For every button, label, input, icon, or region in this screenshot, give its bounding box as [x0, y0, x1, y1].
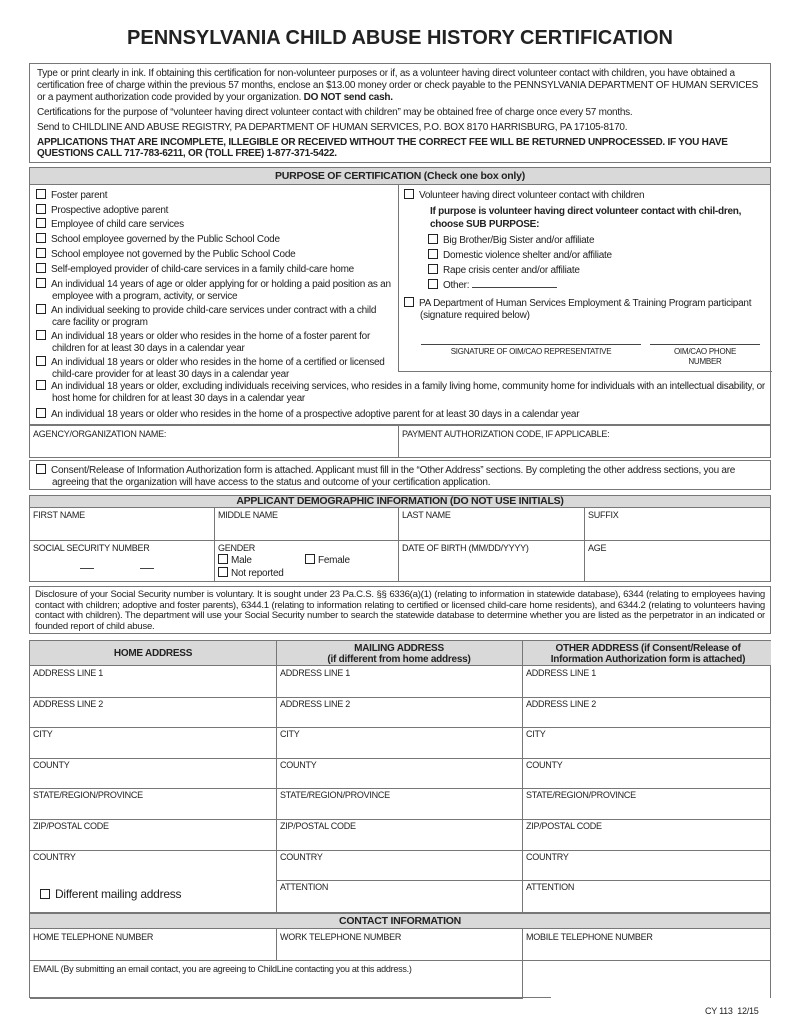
payment-code-input[interactable] [402, 440, 767, 456]
checkbox[interactable] [36, 248, 46, 258]
other-input[interactable] [472, 287, 557, 288]
home-address-field-label: ZIP/POSTAL CODE [33, 821, 109, 831]
different-mailing-address[interactable] [40, 887, 181, 901]
suffix-label: SUFFIX [588, 510, 619, 520]
option-label: Different mailing address [55, 887, 182, 901]
purpose-option[interactable] [36, 189, 391, 202]
checkbox[interactable] [218, 554, 228, 564]
purpose-option[interactable] [36, 304, 391, 329]
home-address-field-label: ADDRESS LINE 2 [33, 699, 104, 709]
option-label: An individual 14 years of age or older applying for or holding a paid position as an employee with a program, activity, or service [51, 279, 391, 302]
gender-male[interactable] [218, 554, 252, 567]
checkbox[interactable] [404, 189, 414, 199]
contact-section [29, 913, 771, 998]
checkbox[interactable] [36, 233, 46, 243]
no-cash-note: DO NOT send cash. [303, 92, 393, 103]
checkbox[interactable] [404, 297, 414, 307]
checkbox[interactable] [36, 464, 46, 474]
address-section [29, 640, 771, 913]
option-label: Male [231, 555, 252, 566]
mailing-address-field-label: COUNTY [280, 760, 317, 770]
mailing-address-field-label: COUNTRY [280, 852, 323, 862]
option-label: Rape crisis center and/or affiliate [443, 265, 580, 276]
option-label: Prospective adoptive parent [51, 205, 169, 216]
checkbox[interactable] [36, 408, 46, 418]
option-label: Self-employed provider of child-care services in a family child-care home [51, 264, 354, 275]
mailing-address-field-label: ADDRESS LINE 1 [280, 668, 351, 678]
warning-note: APPLICATIONS THAT ARE INCOMPLETE, ILLEGIBLE OR RECEIVED WITHOUT THE CORRECT FEE WILL BE RETURNED UNPROCESSED. IF YOU HAVE QUESTIONS CALL 717-783-6211, OR (TOLL FREE) 1-877-371-5422. [37, 137, 728, 159]
ssn-separator [80, 568, 94, 569]
page-title: PENNSYLVANIA CHILD ABUSE HISTORY CERTIFICATION [127, 27, 673, 49]
checkbox[interactable] [36, 189, 46, 199]
demographic-header: APPLICANT DEMOGRAPHIC INFORMATION (DO NOT USE INITIALS) [30, 496, 770, 508]
option-label: An individual seeking to provide child-care services under contract with a child care facility or program [51, 305, 377, 328]
mailing-address-field-label: ADDRESS LINE 2 [280, 699, 351, 709]
mailing-address-field-label: ATTENTION [280, 882, 329, 892]
mailing-address-note: Send to CHILDLINE AND ABUSE REGISTRY, PA DEPARTMENT OF HUMAN SERVICES, P.O. BOX 8170 HARRISBURG, PA 17105-8170. [37, 122, 628, 133]
purpose-option[interactable] [36, 204, 391, 217]
option-label: An individual 18 years or older, excluding individuals receiving services, who resides in a family living home, community home for individuals with an intellectual disability, or host home for children for at least 30 days in a calendar year [51, 381, 766, 404]
other-address-field-label: STATE/REGION/PROVINCE [526, 790, 636, 800]
checkbox[interactable] [218, 567, 228, 577]
ssn-disclosure: Disclosure of your Social Security number is voluntary. It is sought under 23 Pa.C.S. §§ 6336(a)(1) (relating to information in statewide database), 6344 (relating to employees having contact with children; adoptive and foster parents), 6344.1 (relating to information relating to certified or licensed child-care home residents), and 6344.2 (relating to volunteers having contact with children). The department will use your Social Security number to search the statewide database to determine whether you are listed as the perpetrator in an indicated or founded report of child abuse. [29, 586, 771, 634]
option-label: Other: [443, 280, 470, 291]
checkbox[interactable] [305, 554, 315, 564]
other-address-header: OTHER ADDRESS (if Consent/Release of Information Authorization form is attached) [550, 643, 746, 665]
ssn-label: SOCIAL SECURITY NUMBER [33, 543, 150, 553]
purpose-section [29, 167, 771, 425]
purpose-header: PURPOSE OF CERTIFICATION (Check one box only) [30, 168, 770, 185]
option-label: PA Department of Human Services Employment & Training Program participant (signature required below) [419, 298, 752, 321]
option-pa-dhs-program[interactable] [404, 297, 764, 322]
option-adoptive-home-resident[interactable] [36, 408, 766, 421]
purpose-option[interactable] [36, 248, 391, 261]
mailing-address-field-label: CITY [280, 729, 300, 739]
home-address-field-label: COUNTY [33, 760, 70, 770]
gender-not-reported[interactable] [218, 567, 284, 580]
first-name-label: FIRST NAME [33, 510, 85, 520]
mailing-header-sub: (if different from home address) [327, 654, 471, 665]
sub-option-big-brother[interactable] [428, 234, 594, 247]
instructions-text: Type or print clearly in ink. If obtaining this certification for non-volunteer purposes or if, as a volunteer having direct volunteer contact with children, you have obtained a certification free of charge within the previous 57 months, enclose an $13.00 money order or check payable to the PENNSYLVANIA DEPARTMENT OF HUMAN SERVICES or a payment authorization code provided by your organization. [37, 68, 759, 103]
agency-name-input[interactable] [33, 440, 393, 456]
option-label: Employee of child care services [51, 219, 184, 230]
other-address-field-label: COUNTRY [526, 852, 569, 862]
last-name-label: LAST NAME [402, 510, 451, 520]
option-label: School employee not governed by the Public School Code [51, 249, 296, 260]
option-label: An individual 18 years or older who resides in the home of a certified or licensed child-care provider for at least 30 days in a calendar year [51, 357, 385, 380]
home-address-field-label: COUNTRY [33, 852, 76, 862]
checkbox[interactable] [36, 278, 46, 288]
option-label: Domestic violence shelter and/or affiliate [443, 250, 612, 261]
mobile-phone-label: MOBILE TELEPHONE NUMBER [526, 932, 653, 942]
checkbox[interactable] [428, 249, 438, 259]
home-address-field-label: ADDRESS LINE 1 [33, 668, 104, 678]
other-address-field-label: ATTENTION [526, 882, 575, 892]
purpose-option[interactable] [36, 330, 391, 355]
form-number: CY 113 12/15 [705, 1006, 759, 1016]
option-label: An individual 18 years or older who resides in the home of a foster parent for children for at least 30 days in a calendar year [51, 331, 371, 354]
phone-label: OIM/CAO PHONE NUMBER [673, 347, 737, 366]
other-address-field-label: ADDRESS LINE 2 [526, 699, 597, 709]
option-consent[interactable] [36, 464, 756, 489]
signature-line[interactable] [421, 344, 641, 345]
consent-box [29, 460, 771, 490]
purpose-option[interactable] [36, 356, 391, 381]
mailing-address-header [276, 643, 522, 665]
checkbox[interactable] [36, 204, 46, 214]
mailing-header-title: MAILING ADDRESS [354, 643, 444, 654]
checkbox[interactable] [428, 264, 438, 274]
middle-name-label: MIDDLE NAME [218, 510, 278, 520]
option-label: Volunteer having direct volunteer contact with children [419, 190, 645, 201]
instructions-box [29, 63, 771, 163]
home-address-header: HOME ADDRESS [113, 648, 193, 659]
checkbox[interactable] [40, 889, 50, 899]
age-label: AGE [588, 543, 607, 553]
checkbox[interactable] [36, 218, 46, 228]
sub-option-domestic-violence[interactable] [428, 249, 612, 262]
free-note: Certifications for the purpose of “volunteer having direct volunteer contact with children” may be obtained free of charge once every 57 months. [37, 107, 633, 118]
checkbox[interactable] [36, 263, 46, 273]
home-phone-label: HOME TELEPHONE NUMBER [33, 932, 154, 942]
checkbox[interactable] [36, 304, 46, 314]
other-address-field-label: COUNTY [526, 760, 563, 770]
ssn-separator [140, 568, 154, 569]
consent-label: Consent/Release of Information Authorization form is attached. Applicant must fill in the “Other Address” sections. By completing the other address sections, you are agreeing that the organization will have access to the status and outcome of your certification application. [51, 465, 736, 488]
other-address-field-label: ADDRESS LINE 1 [526, 668, 597, 678]
sub-option-other[interactable] [428, 279, 557, 292]
gender-female[interactable] [305, 554, 350, 567]
email-label: EMAIL (By submitting an email contact, you are agreeing to ChildLine contacting you at this address.) [33, 964, 412, 974]
dob-label: DATE OF BIRTH (MM/DD/YYYY) [402, 543, 529, 553]
option-label: An individual 18 years or older who resides in the home of a prospective adoptive parent for at least 30 days in a calendar year [51, 409, 580, 420]
other-address-field-label: CITY [526, 729, 546, 739]
option-label: School employee governed by the Public School Code [51, 234, 280, 245]
demographic-section [29, 495, 771, 582]
agency-name-label: AGENCY/ORGANIZATION NAME: [33, 429, 167, 439]
gender-label: GENDER [218, 543, 256, 553]
option-label: Big Brother/Big Sister and/or affiliate [443, 235, 595, 246]
option-label: Foster parent [51, 190, 108, 201]
work-phone-label: WORK TELEPHONE NUMBER [280, 932, 402, 942]
option-volunteer[interactable] [404, 189, 764, 202]
sub-purpose-note: If purpose is volunteer having direct volunteer contact with chil-dren, choose SUB PURPOSE: [430, 206, 742, 230]
purpose-option[interactable] [36, 263, 391, 276]
checkbox[interactable] [36, 380, 46, 390]
purpose-option[interactable] [36, 233, 391, 246]
agency-row [29, 425, 771, 458]
mailing-address-field-label: ZIP/POSTAL CODE [280, 821, 356, 831]
home-address-field-label: STATE/REGION/PROVINCE [33, 790, 143, 800]
contact-header: CONTACT INFORMATION [30, 914, 770, 929]
checkbox[interactable] [36, 356, 46, 366]
purpose-option[interactable] [36, 218, 391, 231]
sub-option-rape-crisis[interactable] [428, 264, 580, 277]
signature-label: SIGNATURE OF OIM/CAO REPRESENTATIVE [450, 347, 612, 356]
phone-line[interactable] [650, 344, 760, 345]
checkbox[interactable] [428, 279, 438, 289]
payment-code-label: PAYMENT AUTHORIZATION CODE, IF APPLICABLE: [402, 429, 610, 439]
mailing-address-field-label: STATE/REGION/PROVINCE [280, 790, 390, 800]
purpose-option[interactable] [36, 278, 391, 303]
checkbox[interactable] [428, 234, 438, 244]
option-family-living-home[interactable] [36, 380, 766, 405]
other-address-field-label: ZIP/POSTAL CODE [526, 821, 602, 831]
option-label: Not reported [231, 568, 284, 579]
checkbox[interactable] [36, 330, 46, 340]
option-label: Female [318, 555, 350, 566]
home-address-field-label: CITY [33, 729, 53, 739]
